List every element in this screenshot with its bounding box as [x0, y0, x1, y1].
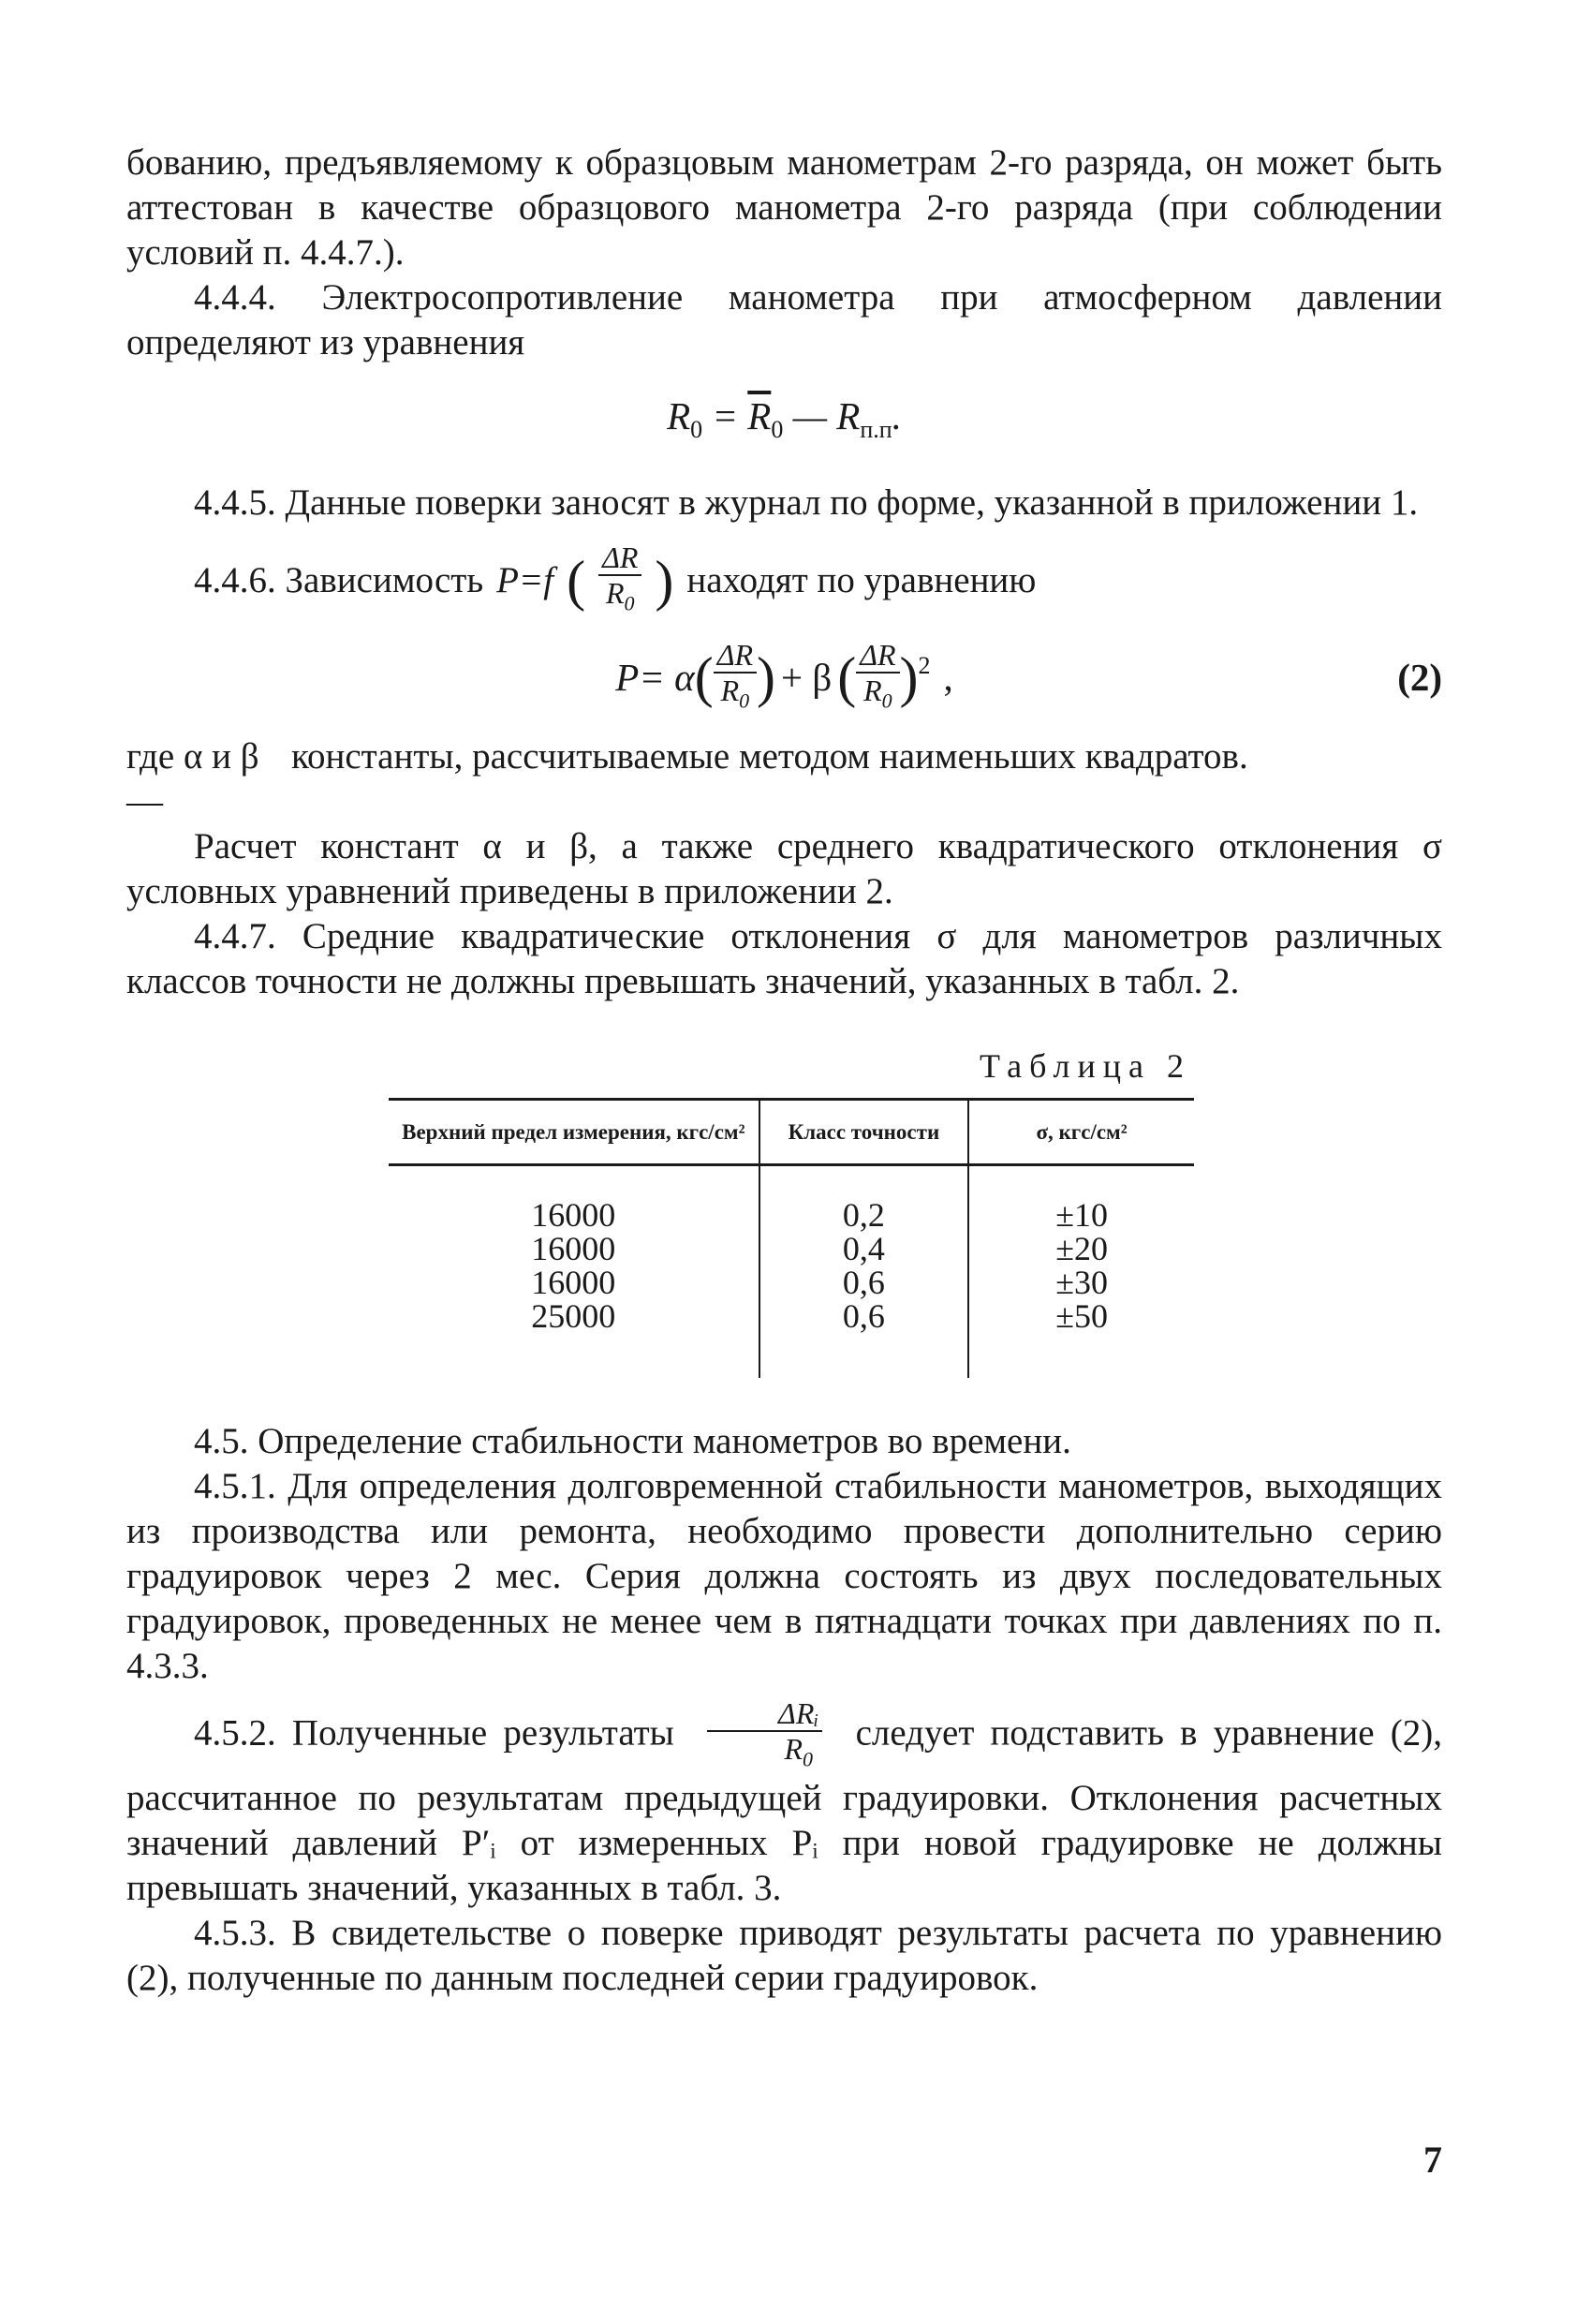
equation-2: P= α ( $\frac{\Delta R}{R_0}$ ) + β ( $\frac{\Delta R}{R_0}$ ) $^2$ , (2) [126, 638, 1442, 718]
where-label: где α и β — [126, 735, 259, 822]
formula-subscript: 0 [881, 688, 892, 712]
formula-function: P=f [496, 559, 554, 600]
paren-open: ( [567, 549, 586, 612]
table-cell: ±50 [1055, 1296, 1108, 1335]
table-header-row [389, 1099, 1194, 1164]
page-number: 7 [1423, 2139, 1442, 2181]
table-cell: 16000 [531, 1229, 616, 1267]
formula-subscript: 0 [690, 416, 703, 444]
table-header-cell: Класс точности [759, 1099, 969, 1164]
fraction-numerator: ΔR [598, 540, 641, 576]
fraction-dr-r0 [856, 638, 899, 718]
paragraph-continuation: бованию, предъявляемому к образцовым манометрам 2-го разряда, он может быть аттестован в качестве образцового манометра 2-го разряда (при соблюдении условий п. 4.4.7.). [126, 142, 1442, 273]
paren-close: ) [757, 646, 775, 709]
paren-close: ) [899, 646, 919, 709]
fraction-dri-r0 [707, 1696, 822, 1776]
formula-exponent: 2 [918, 651, 931, 679]
text-segment: следует подставить в уравнение (2), рассчитанное по результатам предыдущей градуировки. Отклонения расчетных значений давлений P′ᵢ от измеренных Pᵢ при новой градуировке не должны превышать значений, указанных в табл. 3. [126, 1712, 1442, 1909]
fraction-numerator: ΔRᵢ [707, 1696, 822, 1732]
formula-symbol-mean: $\overline{R}$ [747, 394, 772, 437]
table-cell: ±30 [1055, 1263, 1108, 1301]
table-cell: 0,2 [842, 1195, 885, 1234]
formula-subscript: п.п [860, 416, 892, 444]
formula-symbol: R [720, 673, 740, 707]
where-text: константы, рассчитываемые методом наименьших квадратов. [291, 735, 1248, 777]
table-column-class [759, 1164, 969, 1378]
where-clause [126, 734, 1442, 824]
table-cell: 16000 [531, 1263, 616, 1301]
table-cell: 0,6 [842, 1263, 885, 1301]
fraction-dr-r0 [598, 540, 641, 620]
text-segment: находят по уравнению [686, 559, 1037, 600]
text-segment: 4.4.6. Зависимость [194, 559, 484, 600]
table-cell: 0,6 [842, 1296, 885, 1335]
paren-open: ( [694, 646, 714, 709]
formula-r0: $R_0 = \overline{R}_0$ — $R_{п.п}$. [667, 394, 902, 444]
paragraph-4-5-3: 4.5.3. В свидетельстве о поверке приводят результаты расчета по уравнению (2), полученные по данным последней серии градуировок. [126, 1913, 1442, 1999]
document-page [126, 141, 1442, 2001]
equation-number: (2) [1397, 656, 1442, 700]
formula-symbol: R [667, 394, 691, 437]
paragraph-4-4-5: 4.4.5. Данные поверки заносят в журнал по форме, указанной в приложении 1. [194, 482, 1419, 524]
fraction-dr-r0 [714, 638, 757, 718]
formula-subscript: 0 [803, 1747, 814, 1771]
table-cell: 16000 [531, 1195, 616, 1234]
paren-close: ) [655, 549, 674, 612]
fraction-denominator [716, 1732, 813, 1776]
table-column-sigma [968, 1164, 1194, 1378]
paragraph-4-5-2 [126, 1696, 1442, 1911]
table-cell: ±10 [1055, 1195, 1108, 1234]
formula-plus-term: + β [781, 656, 833, 700]
fraction-numerator: ΔR [856, 638, 899, 674]
text-segment: 4.5.2. Полученные результаты [194, 1712, 674, 1754]
formula-symbol: R [784, 1731, 803, 1766]
table-column-limit [389, 1164, 759, 1378]
formula-symbol: R [836, 394, 861, 437]
paragraph-4-5: 4.5. Определение стабильности манометров во времени. [194, 1420, 1071, 1461]
fraction-denominator [606, 576, 635, 620]
formula-subscript: 0 [624, 591, 635, 615]
paragraph-4-4-6 [126, 540, 1442, 620]
fraction-denominator [721, 674, 750, 718]
formula-symbol: R [863, 673, 882, 707]
formula-lhs: P= α [615, 656, 695, 700]
fraction-denominator [863, 674, 892, 718]
table-header-cell: Верхний предел измерения, кгс/см² [389, 1099, 759, 1164]
formula-subscript: 0 [739, 688, 750, 712]
fraction-numerator: ΔR [714, 638, 757, 674]
paragraph-constants: Расчет констант α и β, а также среднего квадратического отклонения σ условных уравнений приведены в приложении 2. [126, 825, 1442, 911]
paragraph-4-4-4: 4.4.4. Электросопротивление манометра при атмосферном давлении определяют из уравнения [126, 277, 1442, 363]
table-caption: Таблица 2 [980, 1046, 1191, 1085]
table-2 [389, 1098, 1194, 1378]
formula-subscript: 0 [771, 416, 784, 444]
table-header-cell: σ, кгс/см² [968, 1099, 1194, 1164]
table-cell: 0,4 [842, 1229, 885, 1267]
table-cell: ±20 [1055, 1229, 1108, 1267]
table-cell: 25000 [531, 1296, 616, 1335]
paragraph-4-4-7: 4.4.7. Средние квадратические отклонения σ для манометров различных классов точности не должны превышать значений, указанных в табл. 2. [126, 915, 1442, 1001]
paragraph-4-5-1: 4.5.1. Для определения долговременной стабильности манометров, выходящих из производства или ремонта, необходимо провести дополнительно серию градуировок через 2 мес. Серия должна состоять из двух последовательных градуировок, проведенных не менее чем в пятнадцати точках при давлениях по п. 4.3.3. [126, 1465, 1442, 1686]
table-body-row [389, 1164, 1194, 1378]
paren-open: ( [837, 646, 857, 709]
formula-symbol: R [605, 576, 625, 611]
